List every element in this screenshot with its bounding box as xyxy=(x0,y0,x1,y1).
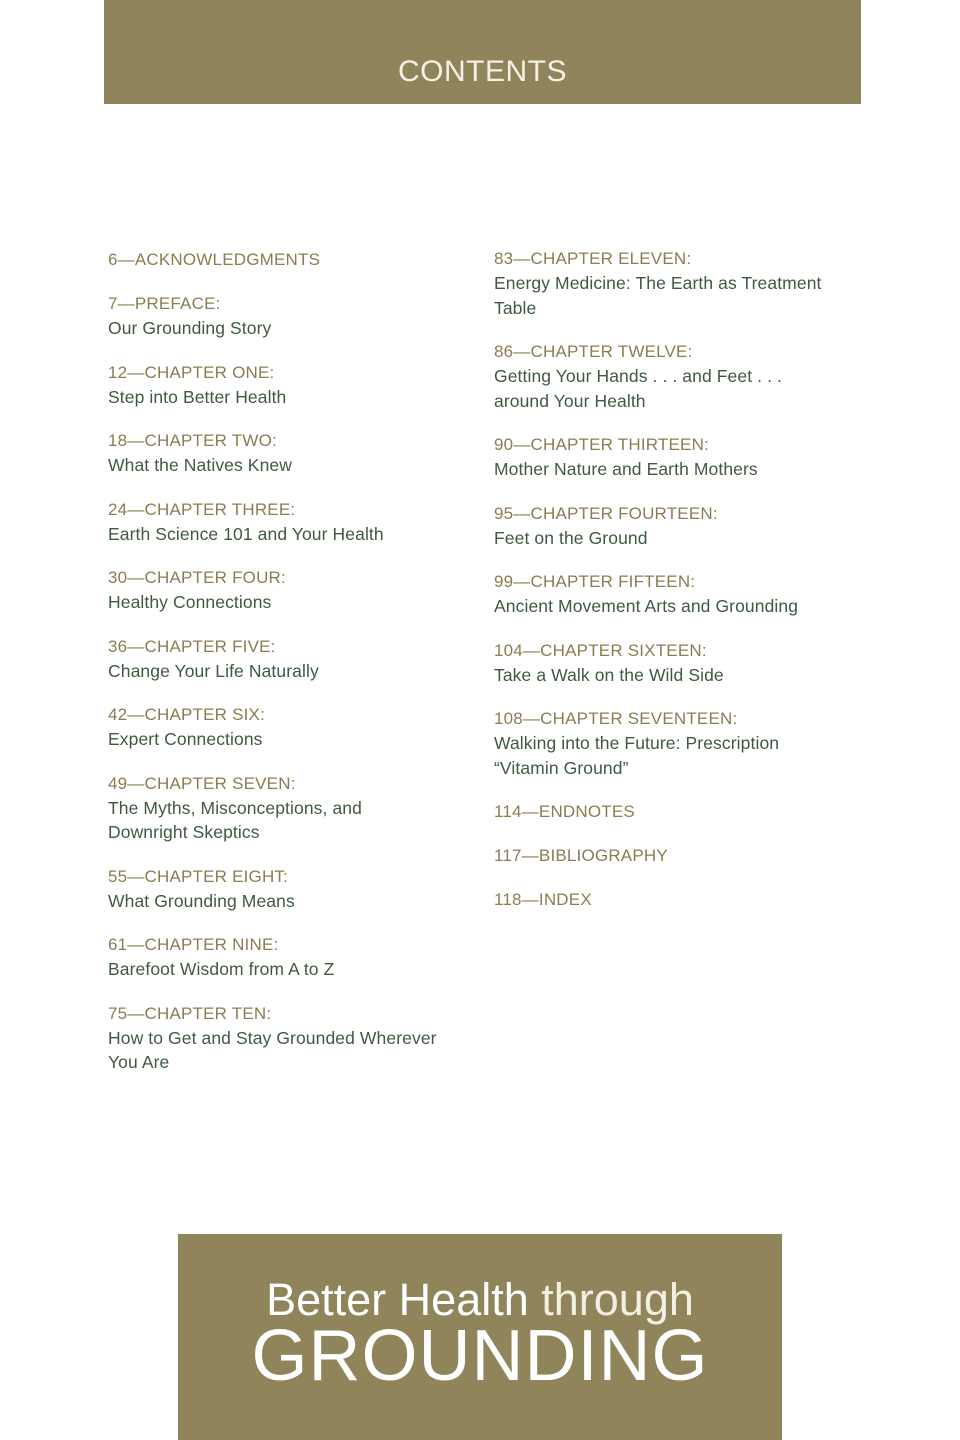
toc-entry xyxy=(494,501,864,551)
toc-entry-heading: 75—CHAPTER TEN: xyxy=(108,1003,272,1023)
page-title: CONTENTS xyxy=(398,55,567,88)
toc-entry-heading: 24—CHAPTER THREE: xyxy=(108,499,296,519)
toc-entry xyxy=(108,702,478,752)
toc-entry-title: Downright Skeptics xyxy=(108,822,260,842)
book-title-banner xyxy=(178,1234,782,1440)
toc-entry-heading: 90—CHAPTER THIRTEEN: xyxy=(494,435,709,454)
toc-entry xyxy=(494,706,864,780)
toc-entry-title: Step into Better Health xyxy=(108,386,287,407)
toc-entry-heading: 108—CHAPTER SEVENTEEN: xyxy=(494,709,738,728)
toc-entry-heading: 12—CHAPTER ONE: xyxy=(108,362,275,382)
toc-entry-heading: 61—CHAPTER NINE: xyxy=(108,935,279,954)
toc-entry xyxy=(108,1001,478,1075)
book-title-grounding: GROUNDING xyxy=(251,1316,709,1396)
book-title-through: through xyxy=(541,1274,694,1325)
toc-entry-title: You Are xyxy=(108,1052,170,1072)
toc-entry xyxy=(494,432,864,482)
toc-entry xyxy=(108,932,478,982)
toc-entry-title: The Myths, Misconceptions, and xyxy=(108,797,362,818)
toc-entry-heading: 18—CHAPTER TWO: xyxy=(108,431,277,450)
toc-entry-title: Ancient Movement Arts and Grounding xyxy=(494,596,799,616)
toc-entry xyxy=(494,246,864,320)
toc-entry-title: Mother Nature and Earth Mothers xyxy=(494,459,758,479)
toc-entry-title: Getting Your Hands . . . and Feet . . . xyxy=(494,366,782,386)
toc-entry-heading: 118—INDEX xyxy=(494,890,592,909)
toc-entry-title: Change Your Life Naturally xyxy=(108,660,319,681)
toc-entry-title: Walking into the Future: Prescription xyxy=(494,733,780,753)
toc-entry-title: What Grounding Means xyxy=(108,890,295,911)
toc-entry-heading: 30—CHAPTER FOUR: xyxy=(108,568,286,587)
toc-column-left xyxy=(108,247,478,1094)
toc-entry-title: How to Get and Stay Grounded Wherever xyxy=(108,1027,437,1048)
toc-entry-heading: 99—CHAPTER FIFTEEN: xyxy=(494,572,696,591)
toc-entry-title: “Vitamin Ground” xyxy=(494,757,629,778)
toc-entry-heading: 117—BIBLIOGRAPHY xyxy=(494,846,668,865)
toc-entry-title: Our Grounding Story xyxy=(108,318,272,338)
toc-entry xyxy=(494,799,864,824)
toc-entry-title: Table xyxy=(494,297,537,318)
toc-entry-title: What the Natives Knew xyxy=(108,455,292,475)
toc-entry-title: Feet on the Ground xyxy=(494,527,648,548)
toc-entry-heading: 55—CHAPTER EIGHT: xyxy=(108,866,289,886)
toc-entry-title: around Your Health xyxy=(494,390,646,411)
header-band xyxy=(104,0,861,104)
toc-entry-heading: 114—ENDNOTES xyxy=(494,802,635,821)
toc-entry-heading: 95—CHAPTER FOURTEEN: xyxy=(494,503,718,523)
toc-entry xyxy=(494,887,864,912)
toc-entry xyxy=(108,428,478,478)
toc-entry-heading: 83—CHAPTER ELEVEN: xyxy=(494,249,692,268)
toc-entry xyxy=(494,339,864,413)
toc-entry xyxy=(494,638,864,688)
toc-entry-title: Expert Connections xyxy=(108,729,263,749)
toc-entry xyxy=(108,360,478,410)
book-title-better-health: Better Health xyxy=(266,1274,529,1325)
toc-entry xyxy=(108,247,478,272)
toc-entry xyxy=(494,843,864,868)
toc-entry xyxy=(108,497,478,547)
toc-entry xyxy=(494,569,864,619)
toc-entry-title: Take a Walk on the Wild Side xyxy=(494,664,724,685)
toc-entry-title: Earth Science 101 and Your Health xyxy=(108,523,384,544)
toc-entry-title: Energy Medicine: The Earth as Treatment xyxy=(494,273,822,293)
toc-entry xyxy=(108,634,478,684)
toc-entry-heading: 49—CHAPTER SEVEN: xyxy=(108,773,296,793)
toc-entry-heading: 104—CHAPTER SIXTEEN: xyxy=(494,640,707,660)
toc-entry xyxy=(108,291,478,341)
toc-entry xyxy=(108,864,478,914)
toc-entry-heading: 86—CHAPTER TWELVE: xyxy=(494,342,693,361)
toc-entry-title: Barefoot Wisdom from A to Z xyxy=(108,959,335,979)
toc-entry-heading: 42—CHAPTER SIX: xyxy=(108,705,265,724)
toc-entry-heading: 6—ACKNOWLEDGMENTS xyxy=(108,250,321,269)
toc-entry-heading: 7—PREFACE: xyxy=(108,294,221,313)
toc-column-right xyxy=(494,246,864,931)
toc-entry-title: Healthy Connections xyxy=(108,592,272,612)
toc-entry xyxy=(108,565,478,615)
toc-entry xyxy=(108,771,478,845)
toc-entry-heading: 36—CHAPTER FIVE: xyxy=(108,636,276,656)
